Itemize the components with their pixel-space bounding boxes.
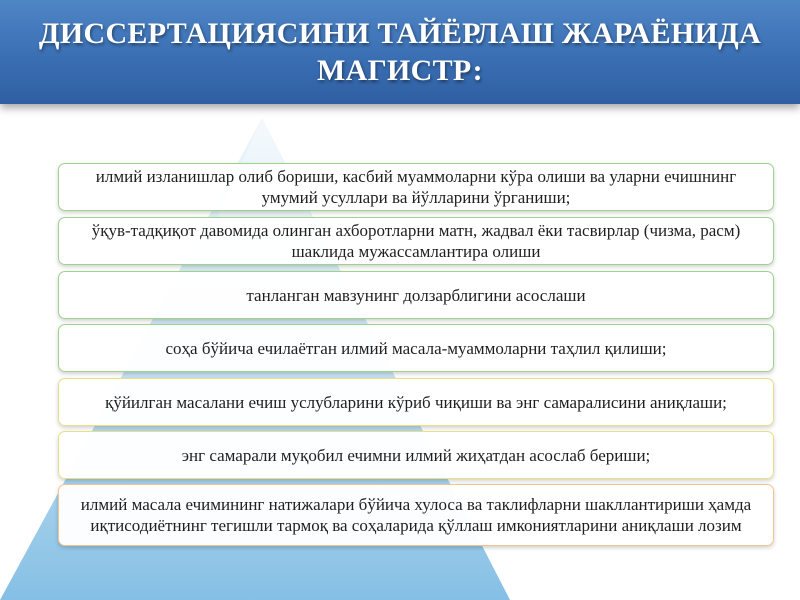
list-item-3 bbox=[58, 271, 774, 319]
slide-header bbox=[0, 0, 800, 104]
list-item-text: илмий масала ечимининг натижалари бўйича хулоса ва таклифларни шакллантириши ҳамда иқтисодиётнинг тегишли тармоқ ва соҳаларида қўллаш имкониятларини аниқлаши лозим bbox=[80, 495, 752, 535]
list-item-text: ўқув-тадқиқот давомида олинган ахборотларни матн, жадвал ёки тасвирлар (чизма, расм) шаклида мужассамлантира олиши bbox=[91, 221, 741, 261]
list-item-2 bbox=[58, 217, 774, 265]
list-item-6 bbox=[58, 431, 774, 479]
list-item-text: қўйилган масалани ечиш услубларини кўриб чиқиши ва энг самаралисини аниқлаши; bbox=[105, 392, 727, 412]
list-item-text: илмий изланишлар олиб бориши, касбий муаммоларни кўра олиши ва уларни ечишнинг умумий усуллари ва йўлларини ўрганиши; bbox=[95, 167, 737, 207]
list-item-text: энг самарали муқобил ечимни илмий жиҳатдан асослаб бериши; bbox=[181, 445, 651, 465]
list-item-text: соҳа бўйича ечилаётган илмий масала-муаммоларни таҳлил қилиши; bbox=[165, 338, 667, 358]
list-item-4 bbox=[58, 324, 774, 372]
list-item-1 bbox=[58, 163, 774, 211]
list-item-text: танланган мавзунинг долзарблигини асослаши bbox=[246, 285, 586, 305]
slide-title: ДИССЕРТАЦИЯСИНИ ТАЙЁРЛАШ ЖАРАЁНИДА МАГИСТР: bbox=[38, 17, 762, 87]
list-item-5 bbox=[58, 378, 774, 426]
list-item-7 bbox=[58, 484, 774, 546]
